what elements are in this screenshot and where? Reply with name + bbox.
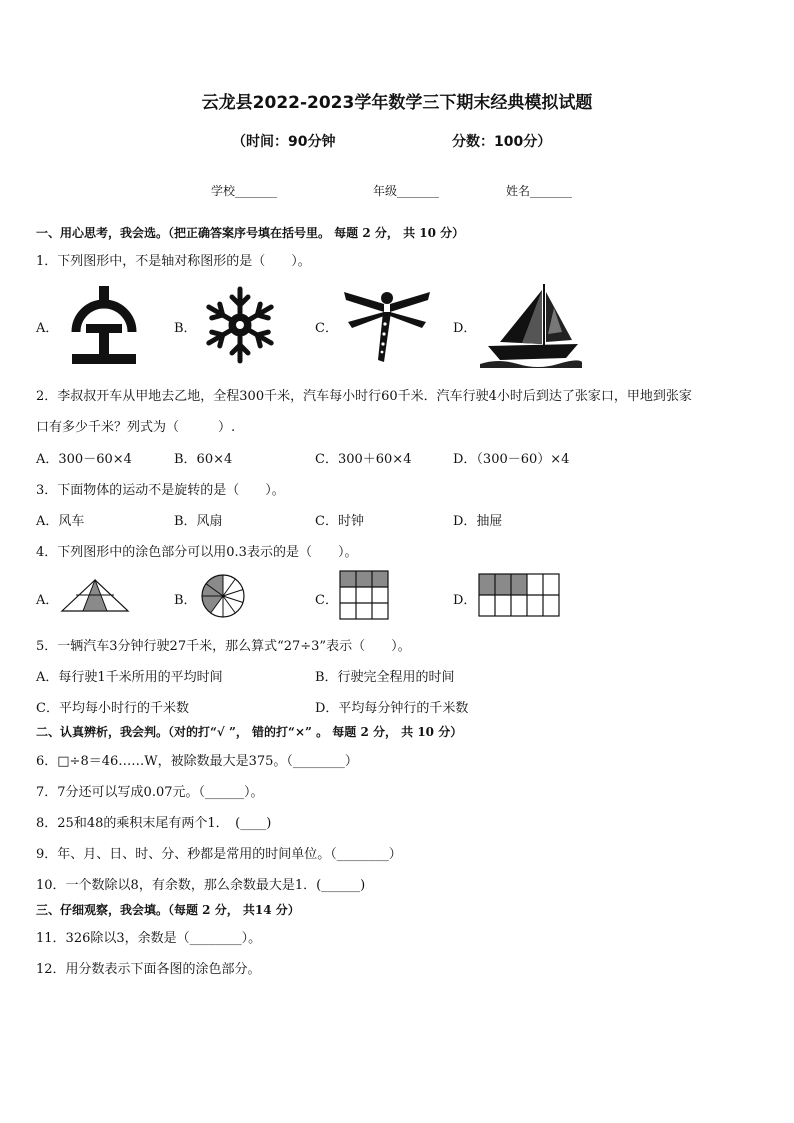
symbol-figure <box>66 284 142 366</box>
school-field[interactable]: 学校_______ <box>211 184 278 198</box>
page-title: 云龙县2022-2023学年数学三下期末经典模拟试题 <box>201 93 593 113</box>
question-6: 6．□÷8＝46……W，被除数最大是375。（________） <box>36 754 358 769</box>
q4-option-c: C． <box>315 593 338 608</box>
question-2-line-1: 2．李叔叔开车从甲地去乙地，全程300千米，汽车每小时行60千米．汽车行驶4小时后到达了张家口，甲地到张家 <box>36 389 692 404</box>
q5-option-d: D．平均每分钟行的千米数 <box>315 701 469 716</box>
triangle-figure <box>60 578 130 614</box>
q1-option-d: D． <box>453 321 477 336</box>
sailboat-figure <box>478 282 582 370</box>
question-2-line-2: 口有多少千米？列式为（ ）. <box>36 420 236 435</box>
question-9: 9．年、月、日、时、分、秒都是常用的时间单位。（________） <box>36 847 402 862</box>
q1-option-a: A． <box>36 321 59 336</box>
q3-option-b: B．风扇 <box>174 514 223 529</box>
question-4: 4．下列图形中的涂色部分可以用0.3表示的是（ ）。 <box>36 545 358 560</box>
section-2-heading: 二、认真辨析，我会判。（对的打“√ ”， 错的打“×” 。 每题 2 分， 共 10 分） <box>36 725 463 739</box>
exam-time: （时间：90分钟 <box>232 134 336 150</box>
question-8: 8．25和48的乘积末尾有两个1． (____) <box>36 816 272 831</box>
grid-3x3-figure <box>339 570 389 620</box>
q2-option-a: A．300－60×4 <box>36 452 132 467</box>
snowflake-figure <box>198 284 282 366</box>
q1-option-c: C． <box>315 321 338 336</box>
name-field[interactable]: 姓名_______ <box>506 184 573 198</box>
question-12: 12．用分数表示下面各图的涂色部分。 <box>36 962 261 977</box>
question-10: 10．一个数除以8，有余数，那么余数最大是1．(______) <box>36 878 366 893</box>
q3-option-c: C．时钟 <box>315 514 364 529</box>
q1-option-b: B． <box>174 321 197 336</box>
q2-option-c: C．300＋60×4 <box>315 452 412 467</box>
section-1-heading: 一、用心思考，我会选。（把正确答案序号填在括号里。 每题 2 分， 共 10 分） <box>36 226 465 240</box>
question-5: 5．一辆汽车3分钟行驶27千米，那么算式“27÷3”表示（ ）。 <box>36 639 411 654</box>
question-3: 3．下面物体的运动不是旋转的是（ ）。 <box>36 483 285 498</box>
q4-option-d: D． <box>453 593 477 608</box>
dragonfly-figure <box>340 288 434 364</box>
q3-option-d: D．抽屉 <box>453 514 503 529</box>
section-3-heading: 三、仔细观察，我会填。（每题 2 分， 共14 分） <box>36 903 300 917</box>
exam-score: 分数：100分） <box>452 134 552 150</box>
question-1: 1．下列图形中，不是轴对称图形的是（ ）。 <box>36 254 311 269</box>
q5-option-c: C．平均每小时行的千米数 <box>36 701 189 716</box>
pie-figure <box>200 573 246 619</box>
q4-option-b: B． <box>174 593 197 608</box>
question-11: 11．326除以3，余数是（________）。 <box>36 931 262 946</box>
question-7: 7．7分还可以写成0.07元。（______）。 <box>36 785 264 800</box>
q5-option-b: B．行驶完全程用的时间 <box>315 670 455 685</box>
q5-option-a: A．每行驶1千米所用的平均时间 <box>36 670 223 685</box>
q2-option-b: B．60×4 <box>174 452 233 467</box>
q3-option-a: A．风车 <box>36 514 85 529</box>
q2-option-d: D．（300－60）×4 <box>453 452 570 467</box>
grade-field[interactable]: 年级_______ <box>373 184 440 198</box>
q4-option-a: A． <box>36 593 59 608</box>
grid-5x2-figure <box>478 573 560 617</box>
